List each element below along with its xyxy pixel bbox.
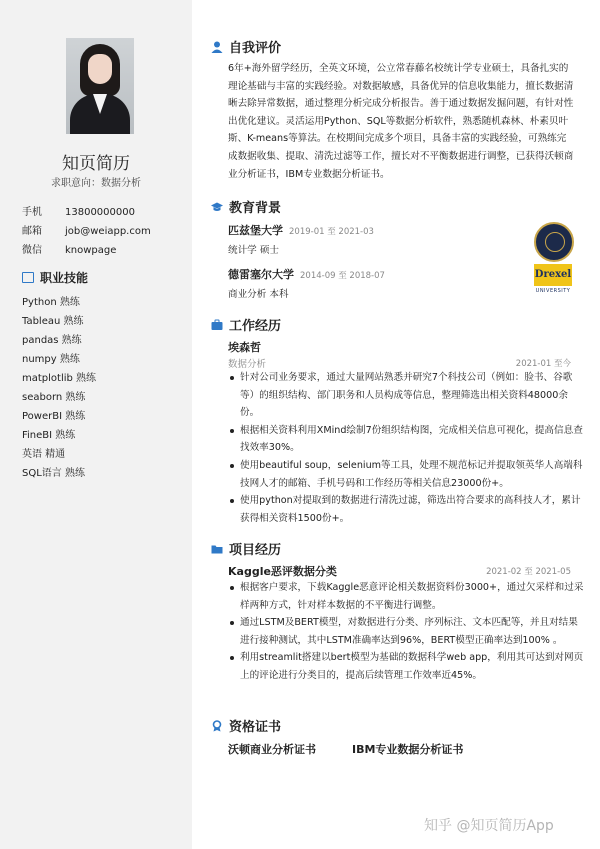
list-item: 根据客户要求，下载Kaggle恶意评论相关数据资料份3000+，通过欠采样和过采样两种方式，针对样本数据的不平衡进行调整。 — [240, 579, 586, 614]
monitor-icon — [22, 272, 34, 283]
work-heading: 工作经历 — [211, 315, 281, 334]
degree-detail: 统计学 硕士 — [228, 245, 280, 256]
briefcase-icon — [211, 319, 223, 331]
self-eval-text: 6年+海外留学经历，全英文环境，公立常春藤名校统计学专业硕士，具备扎实的理论基础与丰富的实践经验。对数据敏感，具备优异的信息收集能力，擅长数据清晰去除异常数据，通过整理分析完成分析报告。善于通过数据发掘问题，有针对性出优化建议。灵活运用Python、SQL等数据分析软件，熟悉随机森林、朴素贝叶斯、K-means等算法。在校期间完成多个项目，具备丰富的实践经验，可熟练完成数据收集、提取、清洗过滤等工作，擅长对不平衡数据进行调整，已获得沃顿商业分析证书，IBM专业数据分析证书。 — [228, 63, 574, 180]
education-heading: 教育背景 — [211, 197, 281, 216]
project-date: 2021-02 至 2021-05 — [486, 567, 571, 577]
cert-item: IBM专业数据分析证书 — [352, 743, 464, 756]
list-item: 通过LSTM及BERT模型，对数据进行分类、序列标注、文本匹配等，并且对结果进行接种测试，其中LSTM准确率达到96%，BERT模型正确率达到100% 。 — [240, 614, 586, 649]
skill-item: Python 熟练 — [22, 297, 80, 308]
school-name: 德雷塞尔大学 2014-09 至 2018-07 — [228, 268, 385, 281]
university-logo — [534, 222, 574, 262]
degree-detail: 商业分析 本科 — [228, 289, 289, 300]
certs-heading: 资格证书 — [211, 716, 281, 735]
contact-wechat: 微信 knowpage — [22, 245, 117, 256]
list-item: 利用streamlit搭建以bert模型为基础的数据科学web app，利用其可达到对网页上的评论进行分类目的，提高后续管理工作效率近45%。 — [240, 649, 586, 684]
list-item: 使用python对提取到的数据进行清洗过滤，筛选出符合要求的高科技人才，累计获得相关资料1500份+。 — [240, 492, 586, 527]
contact-email[interactable]: 邮箱 job@weiapp.com — [22, 226, 151, 237]
work-role: 数据分析 — [228, 359, 267, 370]
skill-item: seaborn 熟练 — [22, 392, 86, 403]
skill-item: matplotlib 熟练 — [22, 373, 97, 384]
project-name: Kaggle恶评数据分类 — [228, 565, 337, 578]
skill-item: SQL语言 熟练 — [22, 468, 85, 479]
skill-item: numpy 熟练 — [22, 354, 80, 365]
profile-photo — [66, 38, 134, 134]
skill-item: 英语 精通 — [22, 449, 66, 460]
skills-heading: 职业技能 — [22, 269, 88, 286]
list-item: 根据相关资料利用XMind绘制7份组织结构图，完成相关信息可视化，提高信息查找效率30%。 — [240, 422, 586, 457]
project-bullets — [228, 579, 586, 685]
self-eval-heading: 自我评价 — [211, 37, 281, 56]
list-item: 使用beautiful soup，selenium等工具，处理不规范标记并提取领英华人高端科技网人才的邮箱、手机号码和工作经历等相关信息23000份+。 — [240, 457, 586, 492]
graduation-cap-icon — [211, 201, 223, 213]
cert-item: 沃顿商业分析证书 — [228, 743, 316, 756]
contact-phone: 手机 13800000000 — [22, 207, 135, 218]
skill-item: pandas 熟练 — [22, 335, 82, 346]
project-heading: 项目经历 — [211, 539, 281, 558]
award-icon — [211, 720, 223, 732]
work-date: 2021-01 至今 — [515, 359, 571, 369]
school-name: 匹兹堡大学 2019-01 至 2021-03 — [228, 224, 374, 237]
work-bullets — [228, 369, 586, 527]
person-icon — [211, 41, 223, 53]
skill-item: Tableau 熟练 — [22, 316, 84, 327]
folder-icon — [211, 543, 223, 555]
skill-item: PowerBI 熟练 — [22, 411, 86, 422]
skill-item: FineBI 熟练 — [22, 430, 76, 441]
list-item: 针对公司业务要求，通过大量网站熟悉并研究7个科技公司（例如：脸书、谷歌等）的组织结构、部门职务和人员构成等信息，整理筛选出相关资料48000余份。 — [240, 369, 586, 422]
university-logo: Drexel UNIVERSITY — [534, 264, 572, 300]
company-name: 埃森哲 — [228, 341, 261, 354]
profile-name: 知页简历 — [62, 154, 130, 174]
watermark: 知乎 @知页简历App — [424, 818, 554, 834]
job-intent: 求职意向：数据分析 — [51, 178, 141, 189]
